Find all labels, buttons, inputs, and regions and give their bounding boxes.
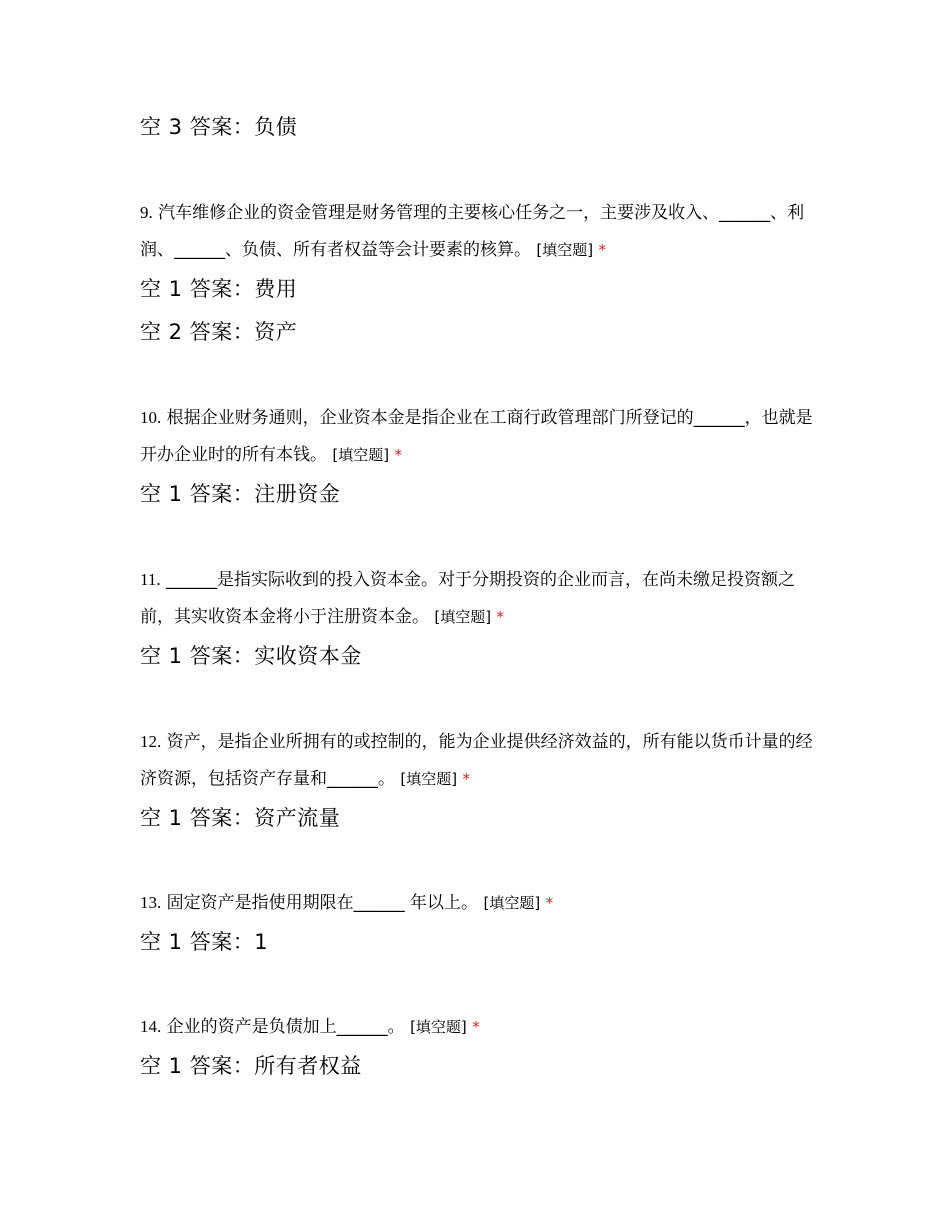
question-number: 9. <box>140 203 153 222</box>
answer-text: 空 1 答案：所有者权益 <box>140 1054 362 1078</box>
question-9 <box>140 194 820 269</box>
question-10 <box>140 399 820 474</box>
answer-q11-blank-1 <box>140 641 820 671</box>
answer-q9-blank-2 <box>140 317 820 347</box>
question-number: 12. <box>140 732 162 751</box>
question-text: 汽车维修企业的资金管理是财务管理的主要核心任务之一，主要涉及收入、______、利润、______、负债、所有者权益等会计要素的核算。 <box>140 203 805 260</box>
answer-text: 空 1 答案：费用 <box>140 277 298 301</box>
required-asterisk: * <box>598 241 607 259</box>
answer-text: 空 1 答案：1 <box>140 930 269 954</box>
answer-text: 空 1 答案：资产流量 <box>140 806 341 830</box>
question-text: ______是指实际收到的投入资本金。对于分期投资的企业而言，在尚未缴足投资额之前，其实收资本金将小于注册资本金。 <box>140 570 796 627</box>
answer-q13-blank-1 <box>140 927 820 957</box>
required-asterisk: * <box>462 770 471 788</box>
question-text: 固定资产是指使用期限在______ 年以上。 <box>166 893 479 913</box>
survey-answer-page <box>140 0 820 1230</box>
question-14 <box>140 1008 820 1046</box>
question-11 <box>140 561 820 636</box>
answer-q12-blank-1 <box>140 803 820 833</box>
required-asterisk: * <box>496 608 505 626</box>
question-number: 10. <box>140 408 162 427</box>
answer-prev-blank-3 <box>140 112 820 142</box>
answer-text: 空 2 答案：资产 <box>140 320 298 344</box>
question-type-tag: [填空题] <box>483 894 541 912</box>
answer-q14-blank-1 <box>140 1051 820 1081</box>
question-type-tag: [填空题] <box>400 770 458 788</box>
question-number: 13. <box>140 893 162 912</box>
required-asterisk: * <box>394 446 403 464</box>
answer-q10-blank-1 <box>140 479 820 509</box>
question-12 <box>140 723 820 798</box>
question-type-tag: [填空题] <box>332 446 390 464</box>
answer-text: 空 3 答案：负债 <box>140 115 298 139</box>
answer-text: 空 1 答案：实收资本金 <box>140 644 362 668</box>
question-type-tag: [填空题] <box>536 241 594 259</box>
question-number: 14. <box>140 1017 162 1036</box>
question-text: 根据企业财务通则，企业资本金是指企业在工商行政管理部门所登记的______，也就是开办企业时的所有本钱。 <box>140 408 813 465</box>
required-asterisk: * <box>545 894 554 912</box>
answer-text: 空 1 答案：注册资金 <box>140 482 341 506</box>
question-type-tag: [填空题] <box>434 608 492 626</box>
required-asterisk: * <box>472 1018 480 1036</box>
question-text: 资产，是指企业所拥有的或控制的，能为企业提供经济效益的，所有能以货币计量的经济资源，包括资产存量和______。 <box>140 732 813 789</box>
question-type-tag: [填空题] <box>410 1018 467 1036</box>
question-text: 企业的资产是负债加上______。 <box>166 1017 405 1037</box>
answer-q9-blank-1 <box>140 274 820 304</box>
question-number: 11. <box>140 570 161 589</box>
question-13 <box>140 884 820 922</box>
